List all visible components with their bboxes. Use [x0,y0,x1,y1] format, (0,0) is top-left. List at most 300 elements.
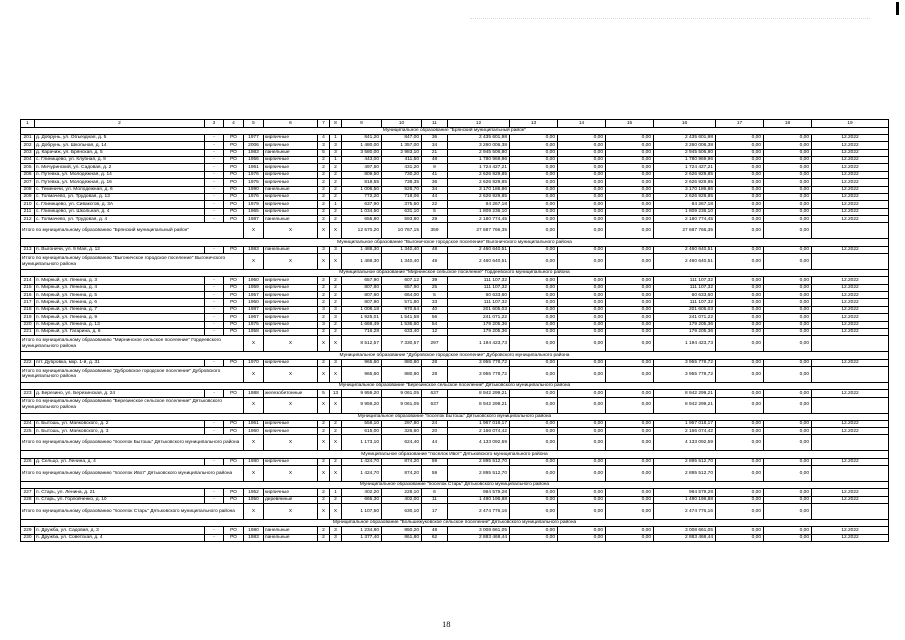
subtotal-cell: X [330,366,342,382]
table-cell: 1 [330,201,342,208]
table-cell: 21 [422,149,448,156]
table-row [21,201,889,208]
table-cell: 2 945 506,80 [448,149,510,156]
subtotal-cell: X [264,223,318,239]
table-row [21,496,889,503]
municipality-section-title: Муниципальное образование "Выгоничское городское поселение" Выгоничского муниципального района [21,239,889,246]
table-cell: 0,00 [606,496,654,503]
subtotal-cell: 12 570,20 [342,223,382,239]
table-cell: панельные [264,186,318,193]
column-number: 4 [224,120,244,128]
table-cell: - [205,306,224,313]
subtotal-cell: 0,00 [558,397,606,413]
table-cell: 0,00 [606,306,654,313]
table-cell: 1960 [244,299,264,306]
table-cell: 12.2022 [812,277,889,284]
table-cell: 0,00 [510,186,558,193]
subtotal-cell: 0,00 [558,336,606,352]
table-row [21,171,889,178]
municipality-section-title: Муниципальное образование "поселок Бытошь" Дятьковского муниципального района [21,413,889,420]
table-cell: 0,00 [764,420,812,427]
municipality-section-title: Муниципальное образование "Мирнинское сельское поселение" Гордеевского муниципального района [21,270,889,277]
table-row [21,527,889,534]
table-cell: 0,00 [716,142,764,149]
table-cell: 5 [318,390,330,397]
table-cell: 205 [21,164,35,171]
table-cell: кирпичные [264,321,318,328]
subtotal-cell: 630,10 [382,504,422,520]
table-cell: РО [224,134,244,141]
table-cell: 0,00 [716,164,764,171]
subtotal-cell: 44 [422,435,448,451]
table-cell: 0,00 [764,149,812,156]
subtotal-cell: X [244,223,264,239]
table-row [21,208,889,215]
table-cell: 0,00 [764,134,812,141]
table-cell: 40 [422,306,448,313]
table-cell: 12.2022 [812,171,889,178]
table-cell: 3 [318,246,330,253]
table-cell: - [205,292,224,299]
table-cell: 615,00 [342,428,382,435]
subtotal-cell: X [244,366,264,382]
column-number: 3 [205,120,224,128]
municipality-section-title: Муниципальное образование "поселок Старь" Дятьковского муниципального района [21,482,889,489]
table-cell: 2 [318,216,330,223]
table-cell: д. Добрунь, ул. Школьная, д. 14 [35,142,205,149]
table-cell: 2 626 929,85 [448,179,510,186]
table-cell: 0,00 [716,284,764,291]
table-cell: 12.2022 [812,186,889,193]
subtotal-cell: 0,00 [716,397,764,413]
table-cell: - [205,156,224,163]
table-cell: 1952 [244,489,264,496]
subtotal-cell: 4 133 092,59 [654,435,716,451]
subtotal-row [21,336,889,352]
table-cell: 3 [318,306,330,313]
housing-repair-table [20,119,889,542]
table-cell: 9 959,20 [342,390,382,397]
column-number: 17 [716,120,764,128]
table-cell: 0,00 [510,149,558,156]
table-cell: 225 [21,428,35,435]
table-cell: 0,00 [558,314,606,321]
table-row [21,314,889,321]
table-cell: 0,00 [558,390,606,397]
table-cell: 1 809 236,10 [654,208,716,215]
table-cell: 0,00 [764,489,812,496]
table-cell: - [205,321,224,328]
table-cell: 1 340,40 [382,246,422,253]
subtotal-cell: 0,00 [510,466,558,482]
table-cell: 657,90 [382,284,422,291]
table-cell: 2 [318,299,330,306]
table-cell: 12.2022 [812,246,889,253]
table-row [21,489,889,496]
table-cell: 2 [318,179,330,186]
subtotal-cell: 59 [422,466,448,482]
table-cell: 1983 [244,149,264,156]
municipality-section-title: Муниципальное образование "поселок Ивот" Дятьковского муниципального района [21,451,889,458]
table-cell: 1 541,58 [382,314,422,321]
table-cell: 2 [318,428,330,435]
subtotal-cell: X [264,336,318,352]
table-cell: 0,00 [716,156,764,163]
table-cell: 2 [330,428,342,435]
table-cell: 12.2022 [812,489,889,496]
table-cell: 24 [422,420,448,427]
table-cell: 212 [21,216,35,223]
table-cell: 716,28 [342,328,382,335]
table-cell: 1 [330,156,342,163]
table-cell: 20 [422,428,448,435]
subtotal-cell: 27 687 766,35 [448,223,510,239]
table-cell: с. Толмачево, ул. Трудовая, д. 13 [35,193,205,200]
table-cell: 1965 [244,208,264,215]
table-cell: 0,00 [764,284,812,291]
table-cell: 637,90 [342,201,382,208]
table-cell: 48 [422,246,448,253]
table-cell: кирпичные [264,179,318,186]
table-cell: 2 166 074,42 [448,428,510,435]
subtotal-cell: X [264,366,318,382]
table-cell: д. Березино, ул. Березинская, д. 24 [35,390,205,397]
table-cell: 223 [21,390,35,397]
subtotal-row [21,397,889,413]
subtotal-cell: 0,00 [558,435,606,451]
table-cell: 111 107,32 [654,299,716,306]
table-cell: 0,00 [606,321,654,328]
table-cell: 1 [330,134,342,141]
table-cell: 0,00 [716,292,764,299]
table-cell: 0,00 [558,306,606,313]
table-cell: 2 166 074,42 [654,428,716,435]
table-cell: 375,50 [382,201,422,208]
table-row [21,359,889,366]
subtotal-cell [812,397,889,413]
table-cell: 12.2022 [812,534,889,541]
table-cell: п. Мирный, ул. Ленина, д. 7 [35,306,205,313]
column-number: 18 [764,120,812,128]
table-cell: 0,00 [764,390,812,397]
table-cell: 0,00 [558,496,606,503]
subtotal-cell: 0,00 [558,223,606,239]
table-cell: 1 006,50 [342,186,382,193]
table-cell: 0,00 [716,390,764,397]
subtotal-cell: 0,00 [716,466,764,482]
table-cell: 0,00 [558,328,606,335]
subtotal-cell [812,366,889,382]
table-cell: 0,00 [716,171,764,178]
subtotal-cell: 297 [422,336,448,352]
table-cell: кирпичные [264,164,318,171]
subtotal-cell: 0,00 [606,466,654,482]
table-cell: 0,00 [716,201,764,208]
table-cell: 2 [318,277,330,284]
table-cell: 0,00 [764,156,812,163]
table-cell: 0,00 [558,284,606,291]
table-cell: 3 260 006,38 [448,142,510,149]
table-cell: 0,00 [764,292,812,299]
column-number: 7 [318,120,330,128]
table-cell: 2 626 929,85 [654,193,716,200]
subtotal-cell: X [330,435,342,451]
housing-repair-table-sheet [20,119,888,542]
table-cell: 0,00 [716,277,764,284]
municipality-section-title: Муниципальное образование "Большежуковское сельское поселение" Дятьковского муниципального района [21,520,889,527]
table-cell: 3 [330,142,342,149]
table-cell: 431,20 [382,164,422,171]
subtotal-cell: 874,20 [382,466,422,482]
table-cell: 2 [330,186,342,193]
table-cell: 841,20 [342,134,382,141]
table-cell: 0,00 [510,390,558,397]
column-number: 5 [244,120,264,128]
table-cell: кирпичные [264,277,318,284]
table-cell: 1960 [244,277,264,284]
table-cell: 1 357,00 [382,142,422,149]
table-cell: 2 [318,328,330,335]
subtotal-cell: 0,00 [764,254,812,270]
table-cell: панельные [264,246,318,253]
table-cell: 0,00 [764,328,812,335]
table-cell: 0,00 [606,328,654,335]
table-cell: 210 [21,201,35,208]
subtotal-cell: X [330,254,342,270]
subtotal-cell: 2 460 640,51 [654,254,716,270]
table-cell: 1975 [244,179,264,186]
table-cell: - [205,134,224,141]
column-number: 14 [558,120,606,128]
subtotal-cell: 2 460 640,51 [448,254,510,270]
table-cell: 880,80 [382,359,422,366]
table-cell: 12.2022 [812,149,889,156]
table-cell: 12.2022 [812,458,889,465]
table-cell: 0,00 [764,186,812,193]
table-cell: 807,80 [342,284,382,291]
subtotal-cell: 3 955 778,72 [448,366,510,382]
table-cell: 809,50 [342,171,382,178]
table-cell: 12.2022 [812,164,889,171]
table-cell: кирпичные [264,306,318,313]
table-cell: 2 [318,292,330,299]
table-cell: - [205,201,224,208]
table-cell: 2 [330,164,342,171]
table-cell: 13 [330,390,342,397]
table-cell: 0,00 [716,428,764,435]
table-cell: 111 107,32 [448,284,510,291]
subtotal-cell: 0,00 [764,366,812,382]
table-row [21,149,889,156]
table-cell: 5 [318,149,330,156]
table-cell: 0,00 [764,299,812,306]
column-number: 2 [35,120,205,128]
column-number: 16 [654,120,716,128]
table-cell: 0,00 [606,428,654,435]
table-cell: 2 [318,534,330,541]
table-cell: 1987 [244,306,264,313]
table-row [21,216,889,223]
table-cell: 54 [422,321,448,328]
table-cell: 2 [318,186,330,193]
table-cell: 0,00 [764,306,812,313]
table-row [21,292,889,299]
table-cell: 201 605,03 [654,306,716,313]
subtotal-cell: 0,00 [764,397,812,413]
table-cell: 12.2022 [812,527,889,534]
table-cell: кирпичные [264,134,318,141]
table-cell: 0,00 [764,171,812,178]
table-cell: 1976 [244,171,264,178]
table-cell: 5 [422,208,448,215]
table-cell: 0,00 [510,193,558,200]
table-cell: 0,00 [510,179,558,186]
table-cell: 402,20 [342,489,382,496]
table-cell: 12.2022 [812,306,889,313]
table-cell: 39 [422,277,448,284]
table-cell: 1 809 236,10 [448,208,510,215]
table-cell: РО [224,306,244,313]
table-cell: 0,00 [716,134,764,141]
table-cell: 1 490 196,88 [654,496,716,503]
table-cell: 12.2022 [812,292,889,299]
table-cell: 0,00 [558,171,606,178]
table-cell: 847,00 [382,134,422,141]
table-cell: 12.2022 [812,299,889,306]
table-cell: 0,00 [510,527,558,534]
table-cell: 1 925,01 [342,314,382,321]
table-cell: пгт. Дубровка, мкр. 1-й, д. 31 [35,359,205,366]
table-cell: 33 [422,299,448,306]
table-cell: кирпичные [264,299,318,306]
table-cell: 228 [21,496,35,503]
table-cell: 984 579,28 [654,489,716,496]
table-cell: 984 579,28 [448,489,510,496]
table-cell: 0,00 [558,156,606,163]
table-row [21,420,889,427]
table-cell: - [205,489,224,496]
table-cell: 2 626 929,85 [654,171,716,178]
table-cell: с. Теменичи, ул. Молодежная, д. 6 [35,186,205,193]
subtotal-row [21,435,889,451]
subtotal-cell: 3 955 778,72 [654,366,716,382]
table-cell: панельные [264,216,318,223]
table-cell: п. Мирный, ул. Ленина, д. 13 [35,321,205,328]
table-cell: панельные [264,534,318,541]
municipality-section-title: Муниципальное образование "Березинское сельское поселение" Дятьковского муниципального района [21,382,889,389]
subtotal-cell: 0,00 [558,504,606,520]
subtotal-cell: X [330,397,342,413]
table-cell: 3 008 661,05 [654,527,716,534]
table-cell: 0,00 [510,314,558,321]
table-body [21,120,889,542]
table-cell: РО [224,193,244,200]
table-cell: РО [224,179,244,186]
table-cell: 211 [21,208,35,215]
table-cell: 0,00 [558,164,606,171]
table-cell: 111 107,32 [448,277,510,284]
table-cell: 0,00 [558,149,606,156]
table-cell: панельные [264,527,318,534]
table-cell: 0,00 [558,321,606,328]
table-row [21,328,889,335]
table-cell: 48 [422,527,448,534]
subtotal-cell: X [264,397,318,413]
table-cell: 3 [330,527,342,534]
table-cell: 202 [21,142,35,149]
subtotal-cell: 9 061,05 [382,397,422,413]
table-cell: 2 [318,164,330,171]
table-cell: 0,00 [716,216,764,223]
table-cell: 179 205,36 [654,328,716,335]
table-cell: 0,00 [558,201,606,208]
table-cell: 12.2022 [812,420,889,427]
municipality-section-row [21,127,889,134]
table-cell: 12.2022 [812,179,889,186]
table-cell: 2 435 601,98 [654,134,716,141]
municipality-section-row [21,520,889,527]
table-cell: 818,55 [342,179,382,186]
table-cell: 0,00 [716,359,764,366]
table-cell: 1987 [244,216,264,223]
table-cell: п. Путевка, ул. Молодежная, д. 14 [35,171,205,178]
subtotal-cell: 0,00 [764,336,812,352]
table-cell: 874,20 [382,458,422,465]
table-cell: РО [224,489,244,496]
table-cell: 215 [21,284,35,291]
column-number: 6 [264,120,318,128]
table-cell: кирпичные [264,292,318,299]
table-cell: 2 626 929,85 [654,179,716,186]
table-cell: 217 [21,299,35,306]
table-cell: 0,00 [510,134,558,141]
table-cell: 2006 [244,142,264,149]
table-cell: - [205,179,224,186]
subtotal-cell [812,254,889,270]
subtotal-cell: 0,00 [716,504,764,520]
table-cell: РО [224,186,244,193]
subtotal-row [21,504,889,520]
subtotal-cell: 0,00 [716,336,764,352]
subtotal-cell: 1 424,70 [342,466,382,482]
table-cell: 0,00 [510,142,558,149]
table-cell: 0,00 [764,193,812,200]
table-cell: 0,00 [510,208,558,215]
table-cell: 221 [21,328,35,335]
table-cell: 730,20 [382,171,422,178]
table-cell: 664,00 [382,292,422,299]
subtotal-cell: 0,00 [716,435,764,451]
table-cell: 0,00 [764,142,812,149]
subtotal-label: Итого по муниципальному образованию "Березинское сельское поселение" Дятьковского муниципального района [21,397,244,413]
table-cell: 22 [422,201,448,208]
table-cell: 0,00 [764,359,812,366]
table-cell: 1 780 969,96 [448,156,510,163]
table-cell: п. Выгоничи, ул. 9 Мая, д. 12 [35,246,205,253]
subtotal-cell: 0,00 [716,366,764,382]
table-cell: 1 034,50 [342,208,382,215]
table-row [21,142,889,149]
table-row [21,306,889,313]
table-cell: п. Дружба, ул. Садовая, д. 3 [35,527,205,534]
table-cell: 0,00 [510,321,558,328]
table-cell: 8 942 299,21 [654,390,716,397]
subtotal-cell: 2 474 776,16 [654,504,716,520]
table-cell: 1 668,49 [342,321,382,328]
table-cell: 2 [330,299,342,306]
table-cell: 0,00 [510,171,558,178]
table-cell: 0,00 [510,328,558,335]
